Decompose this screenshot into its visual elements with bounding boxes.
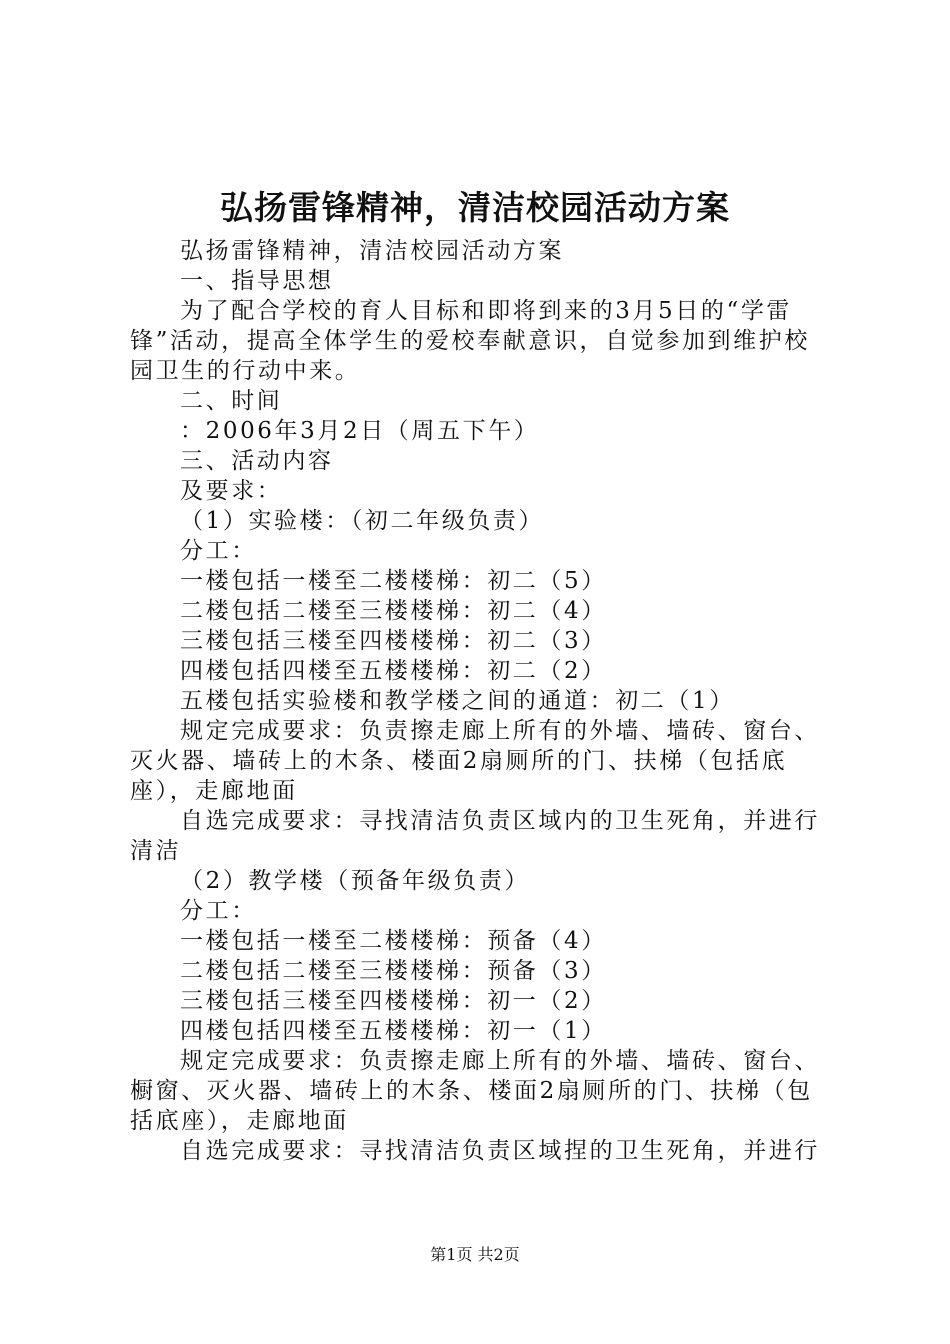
body-line: 座），走廊地面 (130, 778, 298, 804)
page-footer: 第1页 共2页 (430, 1245, 520, 1264)
body-line: 五楼包括实验楼和教学楼之间的通道：初二（1） (180, 688, 735, 714)
body-line: （1）实验楼：（初二年级负责） (180, 508, 545, 534)
body-line: 一楼包括一楼至二楼楼梯：初二（5） (180, 568, 607, 594)
body-line: 二、时间 (180, 388, 283, 414)
body-line: 括底座），走廊地面 (130, 1108, 349, 1134)
body-line: 二楼包括二楼至三楼楼梯：预备（3） (180, 958, 607, 984)
body-line: 及要求： (180, 478, 283, 504)
body-line: 弘扬雷锋精神，清洁校园活动方案 (180, 238, 564, 264)
body-line: 规定完成要求：负责擦走廊上所有的外墙、墙砖、窗台、 (180, 1048, 820, 1074)
body-line: 清洁 (130, 838, 182, 864)
body-line: 三、活动内容 (180, 448, 334, 474)
body-line: 分工： (180, 898, 257, 924)
body-line: 四楼包括四楼至五楼楼梯：初一（1） (180, 1018, 607, 1044)
body-line: 为了配合学校的育人目标和即将到来的3月5日的“学雷 (180, 298, 793, 324)
body-line: 分工： (180, 538, 257, 564)
body-line: 三楼包括三楼至四楼楼梯：初一（2） (180, 988, 607, 1014)
document-title: 弘扬雷锋精神，清洁校园活动方案 (220, 188, 730, 227)
body-line: 灭火器、墙砖上的木条、楼面2扇厕所的门、扶梯（包括底 (130, 748, 788, 774)
body-line: 自选完成要求：寻找清洁负责区域内的卫生死角，并进行 (180, 808, 820, 834)
body-line: 自选完成要求：寻找清洁负责区域捏的卫生死角，并进行 (180, 1138, 820, 1164)
body-line: 锋”活动，提高全体学生的爱校奉献意识，自觉参加到维护校 (130, 328, 810, 354)
document-body (130, 236, 830, 1166)
body-line: 园卫生的行动中来。 (130, 358, 361, 384)
body-line: 一楼包括一楼至二楼楼梯：预备（4） (180, 928, 607, 954)
body-line: 三楼包括三楼至四楼楼梯：初二（3） (180, 628, 607, 654)
body-line: 四楼包括四楼至五楼楼梯：初二（2） (180, 658, 607, 684)
body-line: ：2006年3月2日（周五下午） (180, 418, 540, 444)
body-line: 一、指导思想 (180, 268, 334, 294)
body-line: 橱窗、灭火器、墙砖上的木条、楼面2扇厕所的门、扶梯（包 (130, 1078, 813, 1104)
body-line: 二楼包括二楼至三楼楼梯：初二（4） (180, 598, 607, 624)
body-line: 规定完成要求：负责擦走廊上所有的外墙、墙砖、窗台、 (180, 718, 820, 744)
body-line: （2）教学楼（预备年级负责） (180, 868, 531, 894)
